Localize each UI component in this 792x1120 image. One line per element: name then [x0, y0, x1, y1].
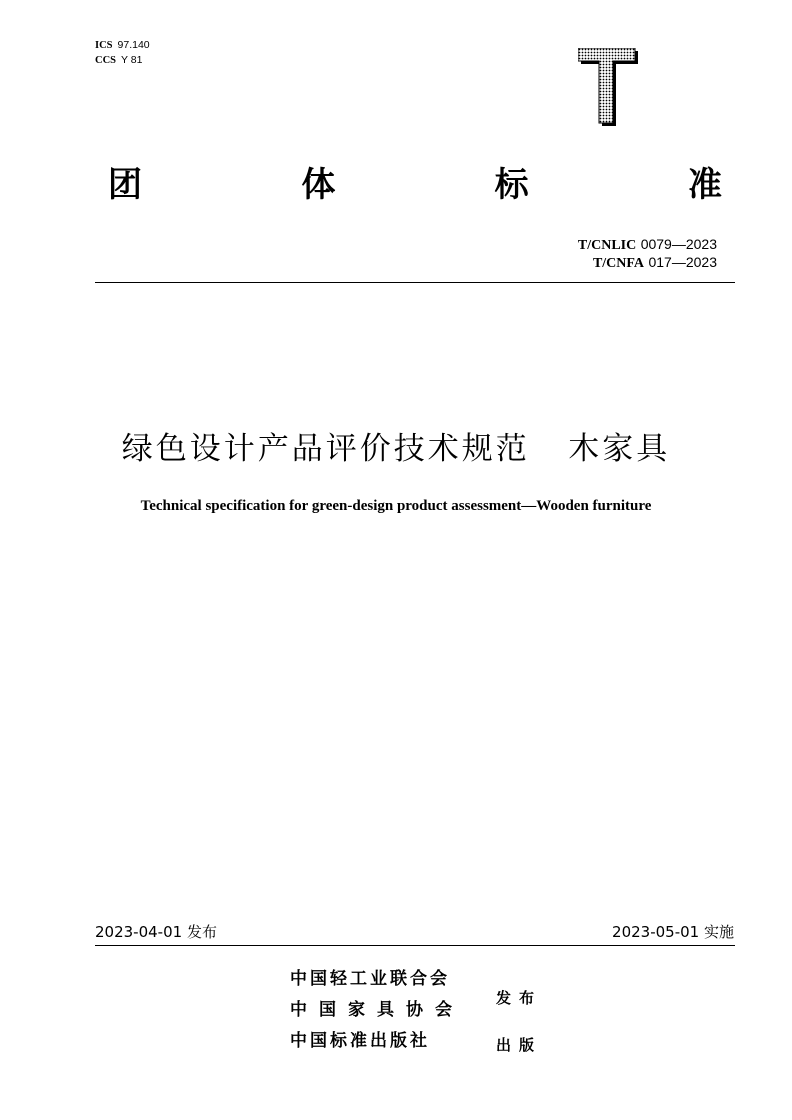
standard-numbers	[578, 236, 717, 272]
standard-number	[578, 236, 717, 254]
standard-year-number: 0079—2023	[640, 236, 717, 252]
ccs-label: CCS	[95, 55, 117, 66]
t-standard-logo	[578, 48, 638, 126]
standard-type-char: 准	[687, 164, 722, 205]
ics-code	[95, 38, 150, 53]
standard-prefix: T/CNFA	[592, 256, 645, 271]
ics-label: ICS	[95, 40, 113, 51]
classification-codes	[95, 38, 150, 68]
standard-type-char: 团	[108, 164, 142, 205]
print-role: 出版	[496, 1036, 543, 1054]
standard-type-heading	[108, 158, 722, 204]
organization-name: 中国轻工业联合会	[290, 969, 450, 989]
issue-date: 2023-04-01 发布	[95, 923, 217, 941]
ccs-value: Y 81	[121, 54, 143, 66]
issuing-organizations	[290, 968, 464, 1061]
organization-name: 中国家具协会	[290, 1000, 464, 1020]
standard-number	[578, 254, 717, 272]
top-divider	[95, 282, 735, 283]
standard-type-char: 标	[494, 164, 529, 205]
organization-name: 中国标准出版社	[290, 1031, 430, 1051]
standard-prefix: T/CNLIC	[577, 238, 637, 253]
ccs-code	[95, 53, 150, 68]
standard-type-char: 体	[301, 164, 336, 205]
bottom-divider	[95, 945, 735, 946]
implementation-date: 2023-05-01 实施	[612, 923, 734, 941]
publish-role: 发布	[496, 989, 543, 1007]
standard-year-number: 017—2023	[648, 254, 717, 270]
title-chinese: 绿色设计产品评价技术规范 木家具	[121, 431, 671, 467]
title-english: Technical specification for green-design product assessment—Wooden furniture	[140, 498, 652, 514]
ics-value: 97.140	[117, 39, 150, 51]
